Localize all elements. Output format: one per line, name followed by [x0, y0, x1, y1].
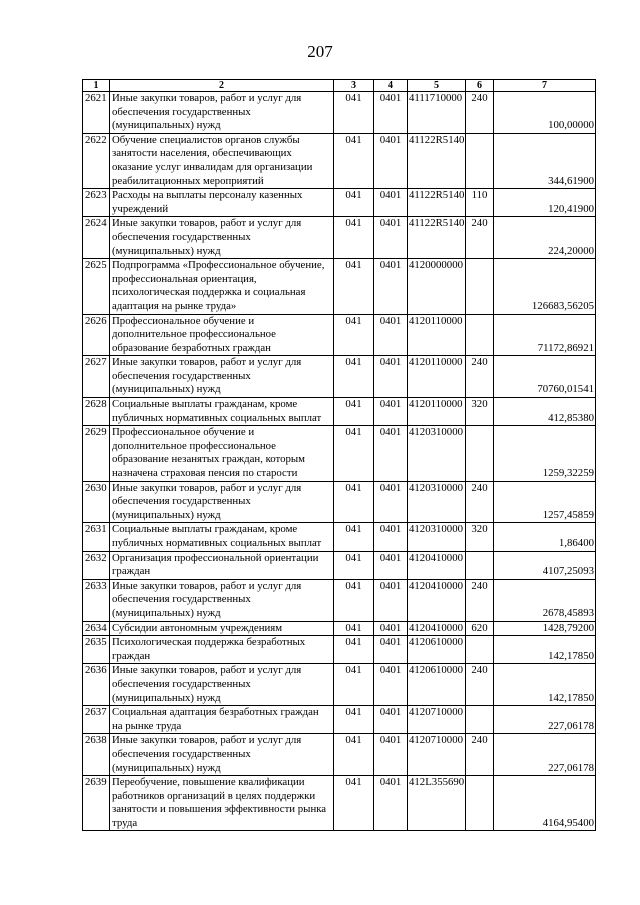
header-col-4: 4: [374, 80, 408, 92]
row-col6: 620: [466, 621, 494, 636]
row-name: Социальные выплаты гражданам, кроме публичных нормативных социальных выплат: [110, 398, 334, 426]
row-name: Психологическая поддержка безработных граждан: [110, 636, 334, 664]
row-col4: 0401: [374, 621, 408, 636]
row-number: 2637: [83, 706, 110, 734]
row-col6: 240: [466, 579, 494, 621]
row-col4: 0401: [374, 356, 408, 398]
row-col4: 0401: [374, 734, 408, 776]
header-col-3: 3: [334, 80, 374, 92]
row-amount: 1259,32259: [494, 426, 596, 481]
row-col4: 0401: [374, 259, 408, 314]
header-col-6: 6: [466, 80, 494, 92]
row-col6: [466, 706, 494, 734]
row-name: Подпрограмма «Профессиональное обучение, профессиональная ориентация, психологическая поддержка и социальная адаптация на рынке труда»: [110, 259, 334, 314]
row-col3: 041: [334, 356, 374, 398]
row-name: Расходы на выплаты персоналу казенных учреждений: [110, 189, 334, 217]
row-amount: 2678,45893: [494, 579, 596, 621]
row-col5: 41122R5140: [408, 133, 466, 188]
table-row: [83, 92, 596, 134]
row-col6: 320: [466, 523, 494, 551]
row-name: Профессиональное обучение и дополнительное профессиональное образование незанятых граждан, которым назначена страховая пенсия по старости: [110, 426, 334, 481]
row-number: 2638: [83, 734, 110, 776]
table-row: [83, 664, 596, 706]
row-col6: 110: [466, 189, 494, 217]
row-col3: 041: [334, 523, 374, 551]
row-col4: 0401: [374, 426, 408, 481]
row-col5: 4120110000: [408, 398, 466, 426]
row-name: Иные закупки товаров, работ и услуг для обеспечения государственных (муниципальных) нужд: [110, 217, 334, 259]
table-row: [83, 734, 596, 776]
table-row: [83, 398, 596, 426]
row-col3: 041: [334, 579, 374, 621]
row-name: Иные закупки товаров, работ и услуг для обеспечения государственных (муниципальных) нужд: [110, 664, 334, 706]
row-amount: 142,17850: [494, 664, 596, 706]
row-number: 2630: [83, 481, 110, 523]
table-row: [83, 776, 596, 831]
row-col4: 0401: [374, 706, 408, 734]
header-col-2: 2: [110, 80, 334, 92]
row-col4: 0401: [374, 189, 408, 217]
table-row: [83, 706, 596, 734]
row-amount: 344,61900: [494, 133, 596, 188]
row-col5: 4111710000: [408, 92, 466, 134]
row-col4: 0401: [374, 133, 408, 188]
row-number: 2625: [83, 259, 110, 314]
row-col6: 240: [466, 664, 494, 706]
row-amount: 71172,86921: [494, 314, 596, 356]
table-row: [83, 314, 596, 356]
row-number: 2635: [83, 636, 110, 664]
row-col6: 240: [466, 481, 494, 523]
row-name: Субсидии автономным учреждениям: [110, 621, 334, 636]
row-amount: 4107,25093: [494, 551, 596, 579]
row-amount: 412,85380: [494, 398, 596, 426]
row-col6: 240: [466, 356, 494, 398]
table-row: [83, 523, 596, 551]
row-amount: 224,20000: [494, 217, 596, 259]
row-col3: 041: [334, 189, 374, 217]
row-col4: 0401: [374, 776, 408, 831]
row-col5: 4120310000: [408, 426, 466, 481]
row-amount: 227,06178: [494, 734, 596, 776]
row-name: Профессиональное обучение и дополнительное профессиональное образование безработных граждан: [110, 314, 334, 356]
row-number: 2627: [83, 356, 110, 398]
row-number: 2622: [83, 133, 110, 188]
row-col4: 0401: [374, 664, 408, 706]
row-number: 2634: [83, 621, 110, 636]
row-col6: [466, 426, 494, 481]
row-col4: 0401: [374, 398, 408, 426]
header-col-5: 5: [408, 80, 466, 92]
row-amount: 227,06178: [494, 706, 596, 734]
row-col4: 0401: [374, 92, 408, 134]
row-name: Иные закупки товаров, работ и услуг для обеспечения государственных (муниципальных) нужд: [110, 579, 334, 621]
row-number: 2628: [83, 398, 110, 426]
row-col4: 0401: [374, 636, 408, 664]
row-col3: 041: [334, 426, 374, 481]
table-row: [83, 481, 596, 523]
row-col6: 240: [466, 217, 494, 259]
row-col3: 041: [334, 481, 374, 523]
row-col5: 412L355690: [408, 776, 466, 831]
row-col3: 041: [334, 398, 374, 426]
row-col3: 041: [334, 551, 374, 579]
row-col3: 041: [334, 621, 374, 636]
table-body: [83, 92, 596, 831]
row-name: Переобучение, повышение квалификации работников организаций в целях поддержки занятости и повышения эффективности рынка труда: [110, 776, 334, 831]
row-col5: 4120110000: [408, 356, 466, 398]
row-name: Социальные выплаты гражданам, кроме публичных нормативных социальных выплат: [110, 523, 334, 551]
row-name: Иные закупки товаров, работ и услуг для обеспечения государственных (муниципальных) нужд: [110, 356, 334, 398]
row-col5: 4120310000: [408, 481, 466, 523]
row-col4: 0401: [374, 217, 408, 259]
row-amount: 120,41900: [494, 189, 596, 217]
row-col5: 4120310000: [408, 523, 466, 551]
row-col3: 041: [334, 664, 374, 706]
row-name: Иные закупки товаров, работ и услуг для обеспечения государственных (муниципальных) нужд: [110, 481, 334, 523]
row-col6: 320: [466, 398, 494, 426]
row-col3: 041: [334, 314, 374, 356]
table-row: [83, 636, 596, 664]
row-col5: 4120610000: [408, 664, 466, 706]
table-row: [83, 621, 596, 636]
row-amount: 1257,45859: [494, 481, 596, 523]
row-col5: 4120410000: [408, 621, 466, 636]
row-name: Иные закупки товаров, работ и услуг для обеспечения государственных (муниципальных) нужд: [110, 734, 334, 776]
header-col-7: 7: [494, 80, 596, 92]
row-col6: 240: [466, 92, 494, 134]
row-col3: 041: [334, 734, 374, 776]
row-number: 2631: [83, 523, 110, 551]
row-col4: 0401: [374, 551, 408, 579]
row-col3: 041: [334, 259, 374, 314]
row-col6: [466, 551, 494, 579]
row-col4: 0401: [374, 523, 408, 551]
row-col3: 041: [334, 636, 374, 664]
row-name: Иные закупки товаров, работ и услуг для обеспечения государственных (муниципальных) нужд: [110, 92, 334, 134]
table-row: [83, 133, 596, 188]
row-col6: [466, 133, 494, 188]
row-col5: 4120710000: [408, 706, 466, 734]
row-col5: 4120410000: [408, 579, 466, 621]
row-amount: 1428,79200: [494, 621, 596, 636]
row-col3: 041: [334, 92, 374, 134]
row-col6: [466, 259, 494, 314]
row-number: 2626: [83, 314, 110, 356]
table-row: [83, 426, 596, 481]
row-col3: 041: [334, 776, 374, 831]
header-row: [83, 80, 596, 92]
row-col5: 4120110000: [408, 314, 466, 356]
page-number: 207: [307, 42, 333, 61]
row-number: 2629: [83, 426, 110, 481]
row-name: Социальная адаптация безработных граждан на рынке труда: [110, 706, 334, 734]
row-name: Организация профессиональной ориентации граждан: [110, 551, 334, 579]
row-col6: [466, 776, 494, 831]
row-number: 2623: [83, 189, 110, 217]
row-amount: 100,00000: [494, 92, 596, 134]
row-number: 2636: [83, 664, 110, 706]
table-row: [83, 217, 596, 259]
table-row: [83, 579, 596, 621]
row-col5: 41122R5140: [408, 189, 466, 217]
row-number: 2621: [83, 92, 110, 134]
row-amount: 1,86400: [494, 523, 596, 551]
row-col6: 240: [466, 734, 494, 776]
row-col4: 0401: [374, 579, 408, 621]
row-col5: 4120410000: [408, 551, 466, 579]
table-row: [83, 189, 596, 217]
row-col6: [466, 636, 494, 664]
row-col5: 41122R5140: [408, 217, 466, 259]
table-row: [83, 551, 596, 579]
row-col4: 0401: [374, 481, 408, 523]
row-col4: 0401: [374, 314, 408, 356]
row-number: 2639: [83, 776, 110, 831]
row-number: 2633: [83, 579, 110, 621]
row-col5: 4120710000: [408, 734, 466, 776]
row-col3: 041: [334, 217, 374, 259]
table-row: [83, 356, 596, 398]
row-amount: 70760,01541: [494, 356, 596, 398]
budget-table: [82, 79, 596, 831]
table-row: [83, 259, 596, 314]
row-col3: 041: [334, 133, 374, 188]
row-col6: [466, 314, 494, 356]
row-col5: 4120000000: [408, 259, 466, 314]
row-amount: 142,17850: [494, 636, 596, 664]
row-number: 2624: [83, 217, 110, 259]
row-col3: 041: [334, 706, 374, 734]
row-col5: 4120610000: [408, 636, 466, 664]
row-amount: 126683,56205: [494, 259, 596, 314]
row-number: 2632: [83, 551, 110, 579]
header-col-1: 1: [83, 80, 110, 92]
row-amount: 4164,95400: [494, 776, 596, 831]
row-name: Обучение специалистов органов службы занятости населения, обеспечивающих оказание услуг инвалидам для организации реабилитационных мероприятий: [110, 133, 334, 188]
